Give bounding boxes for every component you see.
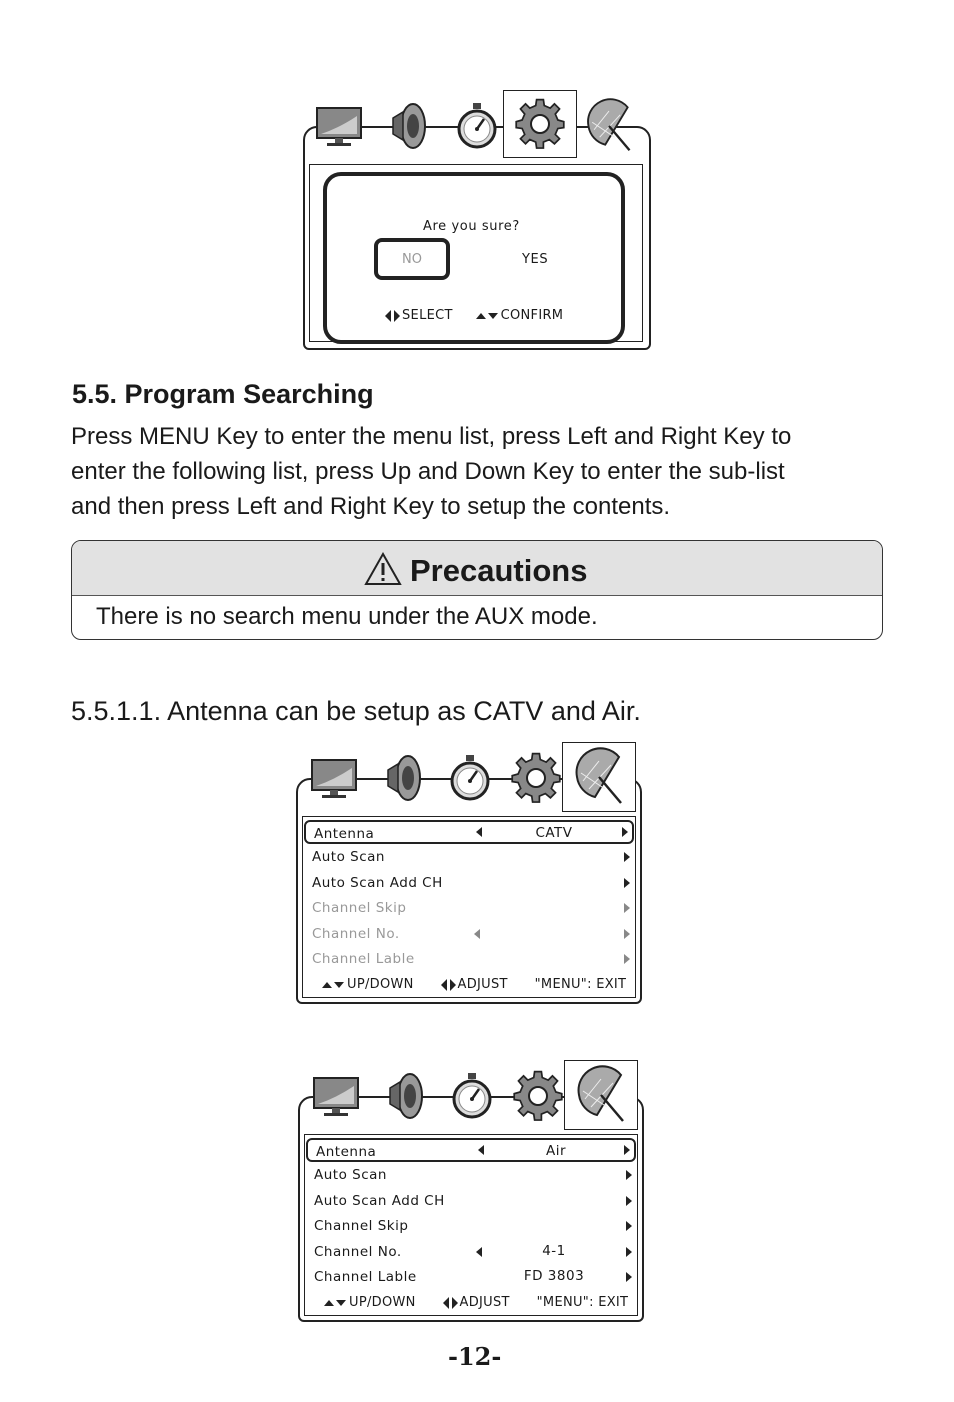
section-body-line: enter the following list, press Up and Down Key to enter the sub-list xyxy=(71,458,785,485)
footer-select-label: SELECT xyxy=(402,308,453,323)
channel-menu-catv xyxy=(296,740,644,1004)
precautions-header xyxy=(72,541,882,596)
menu-row-label: Antenna xyxy=(314,826,375,842)
section-body-line: and then press Left and Right Key to setup the contents. xyxy=(71,493,671,520)
channel-dish-icon[interactable] xyxy=(581,98,637,154)
menu-row[interactable] xyxy=(306,1214,636,1238)
picture-icon[interactable] xyxy=(306,750,362,806)
precautions-text: There is no search menu under the AUX mode. xyxy=(96,603,598,630)
menu-row-label: Antenna xyxy=(316,1144,377,1160)
subsection-title: 5.5.1.1. Antenna can be setup as CATV and Air. xyxy=(71,696,641,726)
menu-row[interactable] xyxy=(304,922,634,946)
menu-row-label: Auto Scan xyxy=(314,1167,387,1184)
setup-gear-icon[interactable] xyxy=(503,90,577,158)
menu-row[interactable] xyxy=(306,1138,636,1162)
footer-adjust-label: ADJUST xyxy=(459,1295,510,1310)
menu-row[interactable] xyxy=(306,1189,636,1213)
section-body-line: Press MENU Key to enter the menu list, press Left and Right Key to xyxy=(71,423,792,450)
confirm-footer xyxy=(385,308,563,323)
menu-row-label: Auto Scan xyxy=(312,849,385,866)
left-right-arrows-icon xyxy=(385,308,402,323)
right-arrow-icon[interactable] xyxy=(626,1272,632,1282)
footer-updown-label: UP/DOWN xyxy=(347,977,414,992)
menu-row[interactable] xyxy=(306,1265,636,1289)
sound-icon[interactable] xyxy=(376,750,432,806)
footer-adjust-label: ADJUST xyxy=(457,977,508,992)
menu-row[interactable] xyxy=(304,871,634,895)
menu-row-label: Channel Skip xyxy=(314,1218,409,1235)
page-number: -12- xyxy=(448,1342,502,1371)
timer-icon[interactable] xyxy=(449,98,505,154)
menu-row[interactable] xyxy=(304,820,634,844)
right-arrow-icon[interactable] xyxy=(624,929,630,939)
right-arrow-icon[interactable] xyxy=(624,903,630,913)
up-down-arrows-icon xyxy=(322,977,347,992)
yes-button[interactable]: YES xyxy=(522,252,549,267)
right-arrow-icon[interactable] xyxy=(622,827,628,837)
timer-icon[interactable] xyxy=(442,750,498,806)
up-down-arrows-icon xyxy=(324,1295,349,1310)
menu-row-label: Auto Scan Add CH xyxy=(312,874,443,891)
right-arrow-icon[interactable] xyxy=(626,1247,632,1257)
menu-row-label: Channel No. xyxy=(314,1243,402,1260)
setup-gear-icon[interactable] xyxy=(508,750,564,806)
section-title: 5.5. Program Searching xyxy=(72,379,374,409)
no-button[interactable]: NO xyxy=(374,238,450,280)
menu-row-label: Channel Lable xyxy=(312,951,415,967)
menu-row-label: Channel Skip xyxy=(312,900,407,917)
menu-footer xyxy=(322,977,626,992)
sound-icon[interactable] xyxy=(378,1068,434,1124)
setup-gear-icon[interactable] xyxy=(510,1068,566,1124)
picture-icon[interactable] xyxy=(308,1068,364,1124)
right-arrow-icon[interactable] xyxy=(624,1145,630,1155)
precautions-title: Precautions xyxy=(410,553,588,588)
precautions-box xyxy=(71,540,883,640)
menu-rows xyxy=(306,1138,636,1294)
left-right-arrows-icon xyxy=(443,1295,460,1310)
right-arrow-icon[interactable] xyxy=(626,1221,632,1231)
footer-exit-label: "MENU": EXIT xyxy=(536,1295,629,1310)
picture-icon[interactable] xyxy=(311,98,367,154)
footer-updown-label: UP/DOWN xyxy=(349,1295,416,1310)
up-down-arrows-icon xyxy=(476,308,501,323)
menu-row[interactable] xyxy=(304,947,634,971)
channel-dish-icon[interactable] xyxy=(562,742,636,812)
left-right-arrows-icon xyxy=(441,977,458,992)
right-arrow-icon[interactable] xyxy=(626,1170,632,1180)
menu-row-label: Channel Lable xyxy=(314,1269,417,1285)
channel-menu-air xyxy=(298,1058,646,1322)
menu-row-value: CATV xyxy=(535,825,573,841)
footer-confirm-label: CONFIRM xyxy=(500,308,564,323)
footer-exit-label: "MENU": EXIT xyxy=(534,977,627,992)
menu-row-value: Air xyxy=(545,1143,567,1159)
menu-footer xyxy=(324,1295,628,1310)
confirm-question: Are you sure? xyxy=(423,219,520,234)
left-arrow-icon[interactable] xyxy=(476,827,482,837)
menu-row-value: FD 3803 xyxy=(523,1268,585,1284)
timer-icon[interactable] xyxy=(444,1068,500,1124)
channel-dish-icon[interactable] xyxy=(564,1060,638,1130)
menu-row-label: Auto Scan Add CH xyxy=(314,1192,445,1209)
menu-row-label: Channel No. xyxy=(312,925,400,942)
menu-row[interactable] xyxy=(304,896,634,920)
right-arrow-icon[interactable] xyxy=(624,954,630,964)
menu-row-value: 4-1 xyxy=(542,1242,566,1259)
warning-icon xyxy=(364,552,402,586)
left-arrow-icon[interactable] xyxy=(478,1145,484,1155)
menu-rows xyxy=(304,820,634,976)
right-arrow-icon[interactable] xyxy=(624,878,630,888)
confirm-menu xyxy=(303,88,651,350)
menu-row[interactable] xyxy=(304,845,634,869)
right-arrow-icon[interactable] xyxy=(626,1196,632,1206)
left-arrow-icon[interactable] xyxy=(476,1247,482,1257)
sound-icon[interactable] xyxy=(381,98,437,154)
left-arrow-icon[interactable] xyxy=(474,929,480,939)
right-arrow-icon[interactable] xyxy=(624,852,630,862)
section-body xyxy=(71,419,891,524)
menu-row[interactable] xyxy=(306,1163,636,1187)
menu-row[interactable] xyxy=(306,1240,636,1264)
